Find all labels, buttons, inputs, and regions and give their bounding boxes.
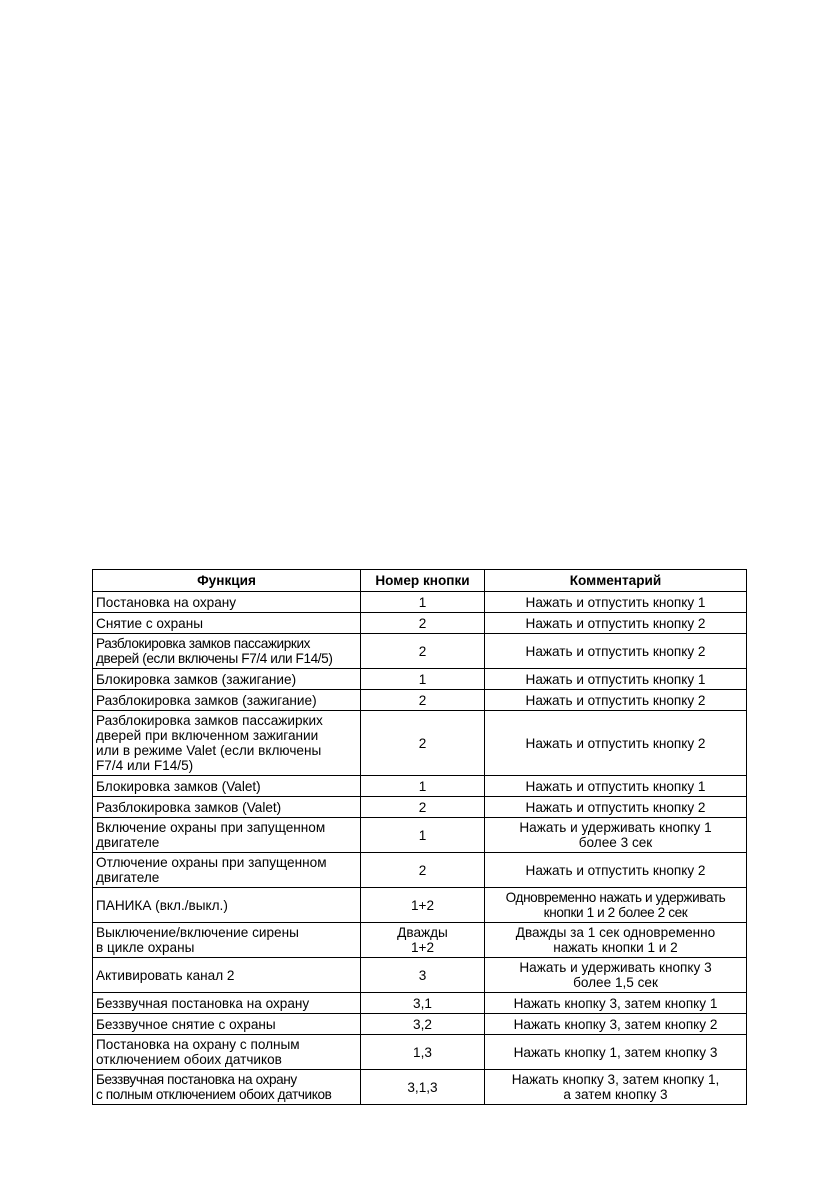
button-cell: 2 [361,690,485,711]
function-cell: Активировать канал 2 [93,958,361,993]
comment-cell: Нажать и отпустить кнопку 2 [485,613,747,634]
comment-cell: Нажать и отпустить кнопку 1 [485,776,747,797]
comment-cell: Нажать и отпустить кнопку 2 [485,797,747,818]
button-cell: 1 [361,818,485,853]
comment-cell: Нажать кнопку 3, затем кнопку 1, а затем кнопку 3 [485,1070,747,1105]
table-row [93,711,747,776]
button-cell: 2 [361,711,485,776]
table-row [93,888,747,923]
function-cell: Разблокировка замков (Valet) [93,797,361,818]
header-comment: Комментарий [485,570,747,592]
function-cell: Постановка на охрану [93,592,361,613]
comment-cell: Одновременно нажать и удерживать кнопки 1 и 2 более 2 сек [485,888,747,923]
table-header-row [93,570,747,592]
button-cell: 1 [361,776,485,797]
header-function: Функция [93,570,361,592]
table-row [93,923,747,958]
table-row [93,634,747,669]
comment-cell: Нажать и отпустить кнопку 2 [485,711,747,776]
comment-cell: Нажать и отпустить кнопку 2 [485,634,747,669]
comment-cell: Нажать и отпустить кнопку 1 [485,669,747,690]
button-cell: 2 [361,797,485,818]
button-cell: 1,3 [361,1035,485,1070]
button-cell: 1 [361,669,485,690]
button-cell: 3,1,3 [361,1070,485,1105]
table-row [93,1070,747,1105]
button-cell: 2 [361,613,485,634]
comment-cell: Нажать кнопку 3, затем кнопку 2 [485,1014,747,1035]
table-row [93,797,747,818]
function-cell: Разблокировка замков пассажирких дверей (если включены F7/4 или F14/5) [93,634,361,669]
table-row [93,690,747,711]
header-button-number: Номер кнопки [361,570,485,592]
function-cell: Отлючение охраны при запущенном двигателе [93,853,361,888]
function-cell: Беззвучное снятие с охраны [93,1014,361,1035]
comment-cell: Нажать и удерживать кнопку 3 более 1,5 сек [485,958,747,993]
button-cell: 1+2 [361,888,485,923]
function-cell: Снятие с охраны [93,613,361,634]
table-row [93,669,747,690]
comment-cell: Нажать и отпустить кнопку 1 [485,592,747,613]
comment-cell: Дважды за 1 сек одновременно нажать кнопки 1 и 2 [485,923,747,958]
table-row [93,776,747,797]
button-cell: 1 [361,592,485,613]
table-row [93,1035,747,1070]
table-row [93,592,747,613]
remote-functions-table [92,569,747,1105]
function-cell: Блокировка замков (Valet) [93,776,361,797]
function-cell: Включение охраны при запущенном двигателе [93,818,361,853]
table-row [93,853,747,888]
function-cell: Разблокировка замков (зажигание) [93,690,361,711]
table-row [93,1014,747,1035]
function-cell: Постановка на охрану с полным отключением обоих датчиков [93,1035,361,1070]
function-cell: Разблокировка замков пассажирких дверей при включенном зажигании или в режиме Valet (если включены F7/4 или F14/5) [93,711,361,776]
button-cell: 2 [361,634,485,669]
button-cell: Дважды 1+2 [361,923,485,958]
comment-cell: Нажать и отпустить кнопку 2 [485,690,747,711]
table-row [93,818,747,853]
comment-cell: Нажать и отпустить кнопку 2 [485,853,747,888]
button-cell: 3,1 [361,993,485,1014]
comment-cell: Нажать и удерживать кнопку 1 более 3 сек [485,818,747,853]
button-cell: 2 [361,853,485,888]
function-cell: Беззвучная постановка на охрану [93,993,361,1014]
button-cell: 3,2 [361,1014,485,1035]
function-cell: Выключение/включение сирены в цикле охраны [93,923,361,958]
button-cell: 3 [361,958,485,993]
comment-cell: Нажать кнопку 3, затем кнопку 1 [485,993,747,1014]
comment-cell: Нажать кнопку 1, затем кнопку 3 [485,1035,747,1070]
function-cell: Беззвучная постановка на охрану с полным отключением обоих датчиков [93,1070,361,1105]
table-row [93,613,747,634]
function-cell: Блокировка замков (зажигание) [93,669,361,690]
function-cell: ПАНИКА (вкл./выкл.) [93,888,361,923]
table-row [93,993,747,1014]
table-row [93,958,747,993]
